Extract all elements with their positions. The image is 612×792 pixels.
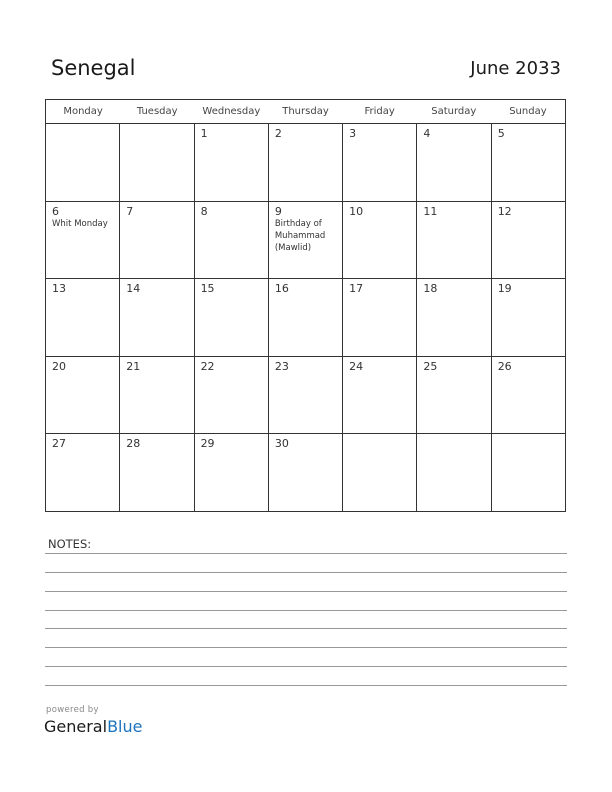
- day-cell: [120, 279, 194, 356]
- day-number: 28: [126, 437, 141, 451]
- day-cell: [492, 357, 565, 434]
- day-number: 14: [126, 282, 141, 296]
- day-number: 18: [423, 282, 438, 296]
- day-cell: [417, 357, 491, 434]
- day-cell: [195, 434, 269, 512]
- weekday-tuesday: Tuesday: [136, 106, 178, 117]
- day-cell: [46, 434, 120, 512]
- day-cell: [120, 357, 194, 434]
- day-number: 30: [274, 437, 289, 451]
- empty-day-cell: [46, 124, 120, 201]
- day-cell: [120, 434, 194, 512]
- day-number: 6: [52, 204, 59, 218]
- weekday-thursday: Thursday: [282, 106, 329, 117]
- brand-general: General: [44, 717, 108, 736]
- day-cell: [417, 124, 491, 201]
- day-number: 5: [497, 127, 505, 140]
- day-cell: [343, 357, 417, 434]
- day-cell: [492, 279, 565, 356]
- weekday-wednesday: Wednesday: [202, 106, 261, 117]
- notes-line: [45, 572, 567, 573]
- empty-day-cell: [492, 434, 565, 512]
- day-number: 19: [497, 282, 512, 296]
- day-number: 27: [52, 437, 66, 451]
- notes-line: [45, 610, 567, 611]
- day-cell: [195, 124, 269, 201]
- day-number: 1: [200, 127, 208, 140]
- week-row: [46, 279, 565, 357]
- month-year-title: June 2033: [470, 58, 561, 79]
- day-number: 9: [274, 204, 282, 218]
- week-row: [46, 124, 565, 202]
- day-number: 15: [200, 282, 215, 296]
- day-cell: [343, 279, 417, 356]
- day-number: 20: [52, 359, 66, 373]
- notes-line: [45, 647, 567, 648]
- day-number: 10: [349, 204, 364, 218]
- day-number: 26: [497, 359, 512, 373]
- calendar-grid: [45, 99, 566, 512]
- weekday-friday: Friday: [364, 106, 395, 117]
- day-cell: [343, 202, 417, 279]
- generalblue-logo[interactable]: [44, 717, 142, 736]
- holiday-label: Birthday of Muhammad (Mawlid): [274, 218, 326, 253]
- day-number: 12: [497, 204, 512, 218]
- day-cell: [195, 357, 269, 434]
- day-number: 7: [126, 204, 134, 218]
- week-row: [46, 202, 565, 280]
- day-number: 29: [200, 437, 215, 451]
- day-cell: [417, 202, 491, 279]
- notes-line: [45, 591, 567, 592]
- notes-line: [45, 628, 567, 629]
- empty-day-cell: [120, 124, 194, 201]
- notes-line: [45, 685, 567, 686]
- day-cell: [417, 279, 491, 356]
- country-title: Senegal: [51, 56, 136, 80]
- day-number: 16: [274, 282, 289, 296]
- day-number: 2: [274, 127, 282, 140]
- day-number: 23: [274, 359, 289, 373]
- notes-line: [45, 666, 567, 667]
- empty-day-cell: [417, 434, 491, 512]
- day-cell: [492, 124, 565, 201]
- empty-day-cell: [343, 434, 417, 512]
- day-cell: [46, 202, 120, 279]
- day-cell: [269, 202, 343, 279]
- day-cell: [269, 357, 343, 434]
- day-cell: [120, 202, 194, 279]
- day-number: 3: [349, 127, 357, 140]
- day-cell: [269, 124, 343, 201]
- day-cell: [46, 279, 120, 356]
- weekday-header-row: [46, 100, 565, 124]
- day-number: 4: [423, 127, 431, 140]
- day-number: 11: [423, 204, 438, 218]
- day-number: 25: [423, 359, 438, 373]
- day-number: 24: [349, 359, 364, 373]
- day-cell: [492, 202, 565, 279]
- day-number: 13: [52, 282, 66, 296]
- day-number: 17: [349, 282, 364, 296]
- day-cell: [269, 434, 343, 512]
- weekday-saturday: Saturday: [431, 106, 477, 117]
- notes-line: [45, 553, 567, 554]
- day-cell: [195, 202, 269, 279]
- holiday-label: Whit Monday: [52, 218, 108, 229]
- notes-label: NOTES:: [48, 537, 92, 551]
- day-number: 8: [200, 204, 208, 218]
- week-row: [46, 357, 565, 435]
- calendar-weeks: [46, 124, 565, 512]
- day-number: 22: [200, 359, 215, 373]
- powered-by-text: powered by: [46, 705, 99, 715]
- day-number: 21: [126, 359, 141, 373]
- day-cell: [195, 279, 269, 356]
- brand-blue: Blue: [107, 717, 143, 736]
- weekday-sunday: Sunday: [509, 106, 547, 117]
- day-cell: [269, 279, 343, 356]
- week-row: [46, 434, 565, 512]
- day-cell: [343, 124, 417, 201]
- day-cell: [46, 357, 120, 434]
- weekday-monday: Monday: [63, 106, 103, 117]
